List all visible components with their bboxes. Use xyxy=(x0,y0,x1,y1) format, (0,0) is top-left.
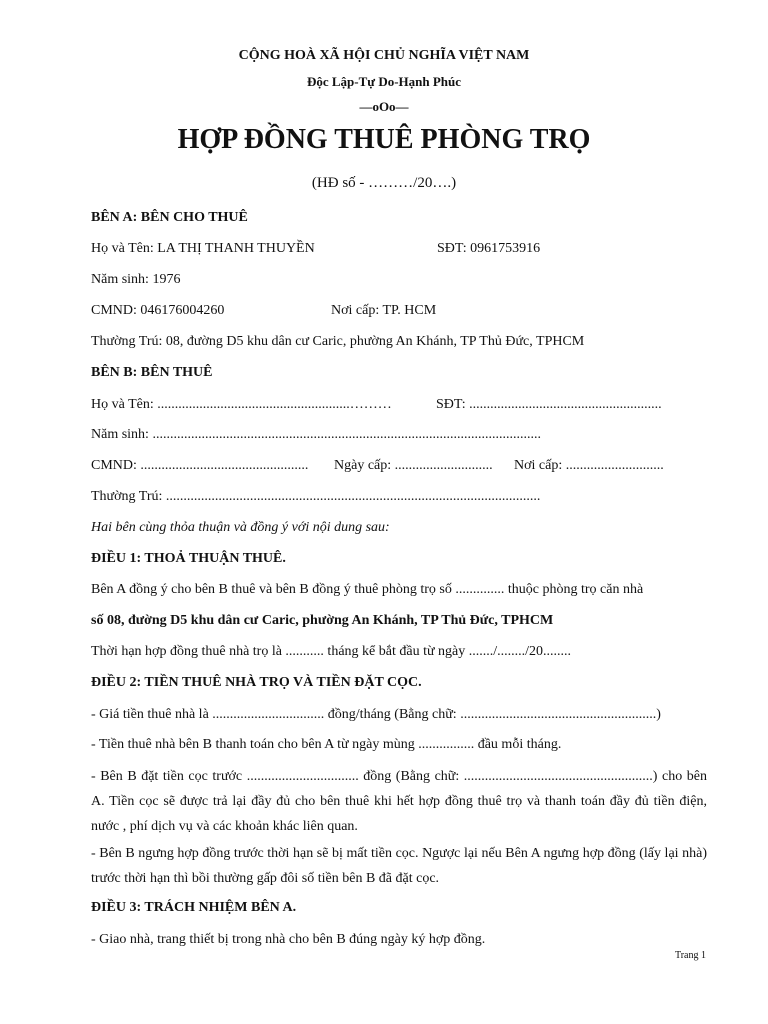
party-b-residence: Thường Trú: ........................................................................................................... xyxy=(91,489,541,504)
party-a-issued-place: Nơi cấp: TP. HCM xyxy=(331,303,437,318)
party-b-id: CMND: ................................................ xyxy=(91,458,309,473)
article-2-heading: ĐIỀU 2: TIỀN THUÊ NHÀ TRỌ VÀ TIỀN ĐẶT CỌC. xyxy=(91,675,422,690)
article-1-line-1: Bên A đồng ý cho bên B thuê và bên B đồng ý thuê phòng trọ số .............. thuộc phòng trọ căn nhà xyxy=(91,582,644,597)
page-number: Trang 1 xyxy=(674,950,706,961)
party-a-name: Họ và Tên: LA THỊ THANH THUYỀN xyxy=(91,241,315,256)
article-1-line-2: số 08, đường D5 khu dân cư Caric, phường An Khánh, TP Thủ Đức, TPHCM xyxy=(91,613,554,628)
article-2-price: - Giá tiền thuê nhà là ................................ đồng/tháng (Bằng chữ: ........................................................) xyxy=(91,707,661,722)
party-b-birth: Năm sinh: ............................................................................................................... xyxy=(91,427,541,442)
article-3-heading: ĐIỀU 3: TRÁCH NHIỆM BÊN A. xyxy=(91,900,297,915)
party-b-phone: SĐT: ....................................................... xyxy=(436,397,662,412)
document-title: HỢP ĐỒNG THUÊ PHÒNG TRỌ xyxy=(177,124,591,155)
article-3-item-1: - Giao nhà, trang thiết bị trong nhà cho bên B đúng ngày ký hợp đồng. xyxy=(91,932,486,947)
party-b-heading: BÊN B: BÊN THUÊ xyxy=(91,365,213,380)
contract-number: (HĐ số - ………/20….) xyxy=(311,175,457,191)
nation-heading: CỘNG HOÀ XÃ HỘI CHỦ NGHĨA VIỆT NAM xyxy=(238,48,530,63)
party-a-id: CMND: 046176004260 xyxy=(91,303,225,318)
article-2-termination: - Bên B ngưng hợp đồng trước thời hạn sẽ bị mất tiền cọc. Ngược lại nếu Bên A ngưng hợp đồng (lấy lại nhà) trước thời hạn thì bồi thường gấp đôi số tiền bên B đã đặt cọc. xyxy=(91,846,707,886)
article-1-line-3: Thời hạn hợp đồng thuê nhà trọ là ........... tháng kể bắt đầu từ ngày ......./......../20........ xyxy=(91,644,572,659)
party-a-heading: BÊN A: BÊN CHO THUÊ xyxy=(91,210,248,225)
party-b-issued-date: Ngày cấp: ............................ xyxy=(334,458,493,473)
divider: —oOo— xyxy=(359,99,409,114)
party-a-birth: Năm sinh: 1976 xyxy=(91,272,181,287)
agreement-intro: Hai bên cùng thỏa thuận và đồng ý với nội dung sau: xyxy=(91,520,390,535)
motto: Độc Lập-Tự Do-Hạnh Phúc xyxy=(306,74,462,89)
party-a-residence: Thường Trú: 08, đường D5 khu dân cư Caric, phường An Khánh, TP Thủ Đức, TPHCM xyxy=(91,334,585,349)
party-b-issued-place: Nơi cấp: ............................ xyxy=(514,458,664,473)
party-b-name: Họ và Tên: .......................................................……… xyxy=(91,397,392,412)
article-2-payment: - Tiền thuê nhà bên B thanh toán cho bên A từ ngày mùng ................ đầu mỗi tháng. xyxy=(91,737,562,752)
article-2-deposit: - Bên B đặt tiền cọc trước ................................ đồng (Bằng chữ: ......................................................) cho bên A. Tiền cọc sẽ được trả lại đầy đủ cho bên thuê khi hết hợp đồng thuê trọ và thanh toán đầy đủ tiền điện, nước , phí dịch vụ và các khoản khác liên quan. xyxy=(91,769,707,834)
article-1-heading: ĐIỀU 1: THOẢ THUẬN THUÊ. xyxy=(91,551,286,566)
party-a-phone: SĐT: 0961753916 xyxy=(437,241,541,256)
